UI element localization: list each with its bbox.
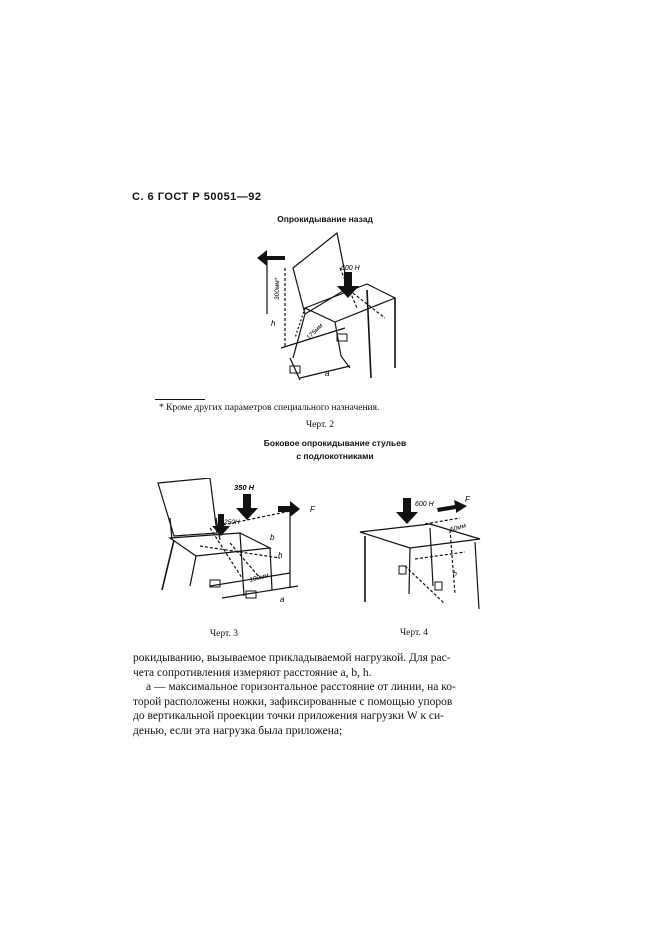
- fig3-h-label: h: [278, 551, 283, 560]
- fig3-main-load-label: 350 Н: [234, 483, 255, 492]
- body-line: рокидыванию, вызываемое прикладываемой нагрузкой. Для рас-: [133, 652, 451, 664]
- fig3-b-label: b: [270, 533, 275, 542]
- fig2-height-label: 300мм*: [274, 277, 281, 300]
- fig2-pull-arrow: [257, 250, 285, 266]
- fig2-load-label: 600 Н: [341, 265, 360, 272]
- body-line: до вертикальной проекции точки приложения нагрузки W к си-: [133, 710, 444, 723]
- body-line: чета сопротивления измеряют расстояние a, b, h.: [133, 666, 372, 679]
- figure4-drawing: [355, 494, 495, 614]
- body-line: денью, если эта нагрузка была приложена;: [133, 724, 343, 737]
- figure3-drawing: [150, 478, 325, 610]
- fig3-arm-load-label: 250Н: [224, 519, 240, 526]
- fig2-depth-label: 175мм: [305, 322, 325, 342]
- body-line: торой расположены ножки, зафиксированные с помощью упоров: [133, 695, 453, 708]
- section-title-line2: с подлокотниками: [296, 451, 374, 461]
- figure2-title: Опрокидывание назад: [277, 214, 373, 224]
- fig3-main-load-arrow: [236, 494, 258, 520]
- footnote-divider: [155, 399, 205, 400]
- body-text: [133, 651, 533, 739]
- figure3-caption: Черт. 3: [210, 629, 238, 639]
- figure4-caption: Черт. 4: [400, 628, 428, 638]
- fig3-distance-label: 100мм: [248, 572, 270, 584]
- figure2-drawing: [245, 228, 415, 390]
- figure2-caption: Черт. 2: [306, 420, 334, 430]
- fig4-force-label: F: [465, 495, 470, 504]
- fig3-seat: [170, 533, 270, 556]
- fig4-distance-label: 50мм: [449, 522, 467, 534]
- page-header: С. 6 ГОСТ Р 50051—92: [132, 191, 262, 203]
- fig3-force-arrow: [278, 501, 300, 517]
- fig3-backrest: [158, 478, 217, 536]
- fig4-h-label: h: [453, 571, 457, 578]
- fig4-force-arrow: [437, 500, 467, 513]
- fig3-a-label: a: [280, 595, 285, 604]
- fig2-a-label: a: [325, 369, 330, 378]
- fig3-force-label: F: [310, 505, 315, 514]
- footnote: * Кроме других параметров специального назначения.: [159, 403, 380, 413]
- section-title-line1: Боковое опрокидывание стульев: [263, 438, 407, 448]
- fig4-load-label: 600 Н: [415, 501, 434, 508]
- fig2-h-label: h: [271, 319, 276, 328]
- body-line: a — максимальное горизонтальное расстояние от линии, на ко-: [146, 681, 456, 694]
